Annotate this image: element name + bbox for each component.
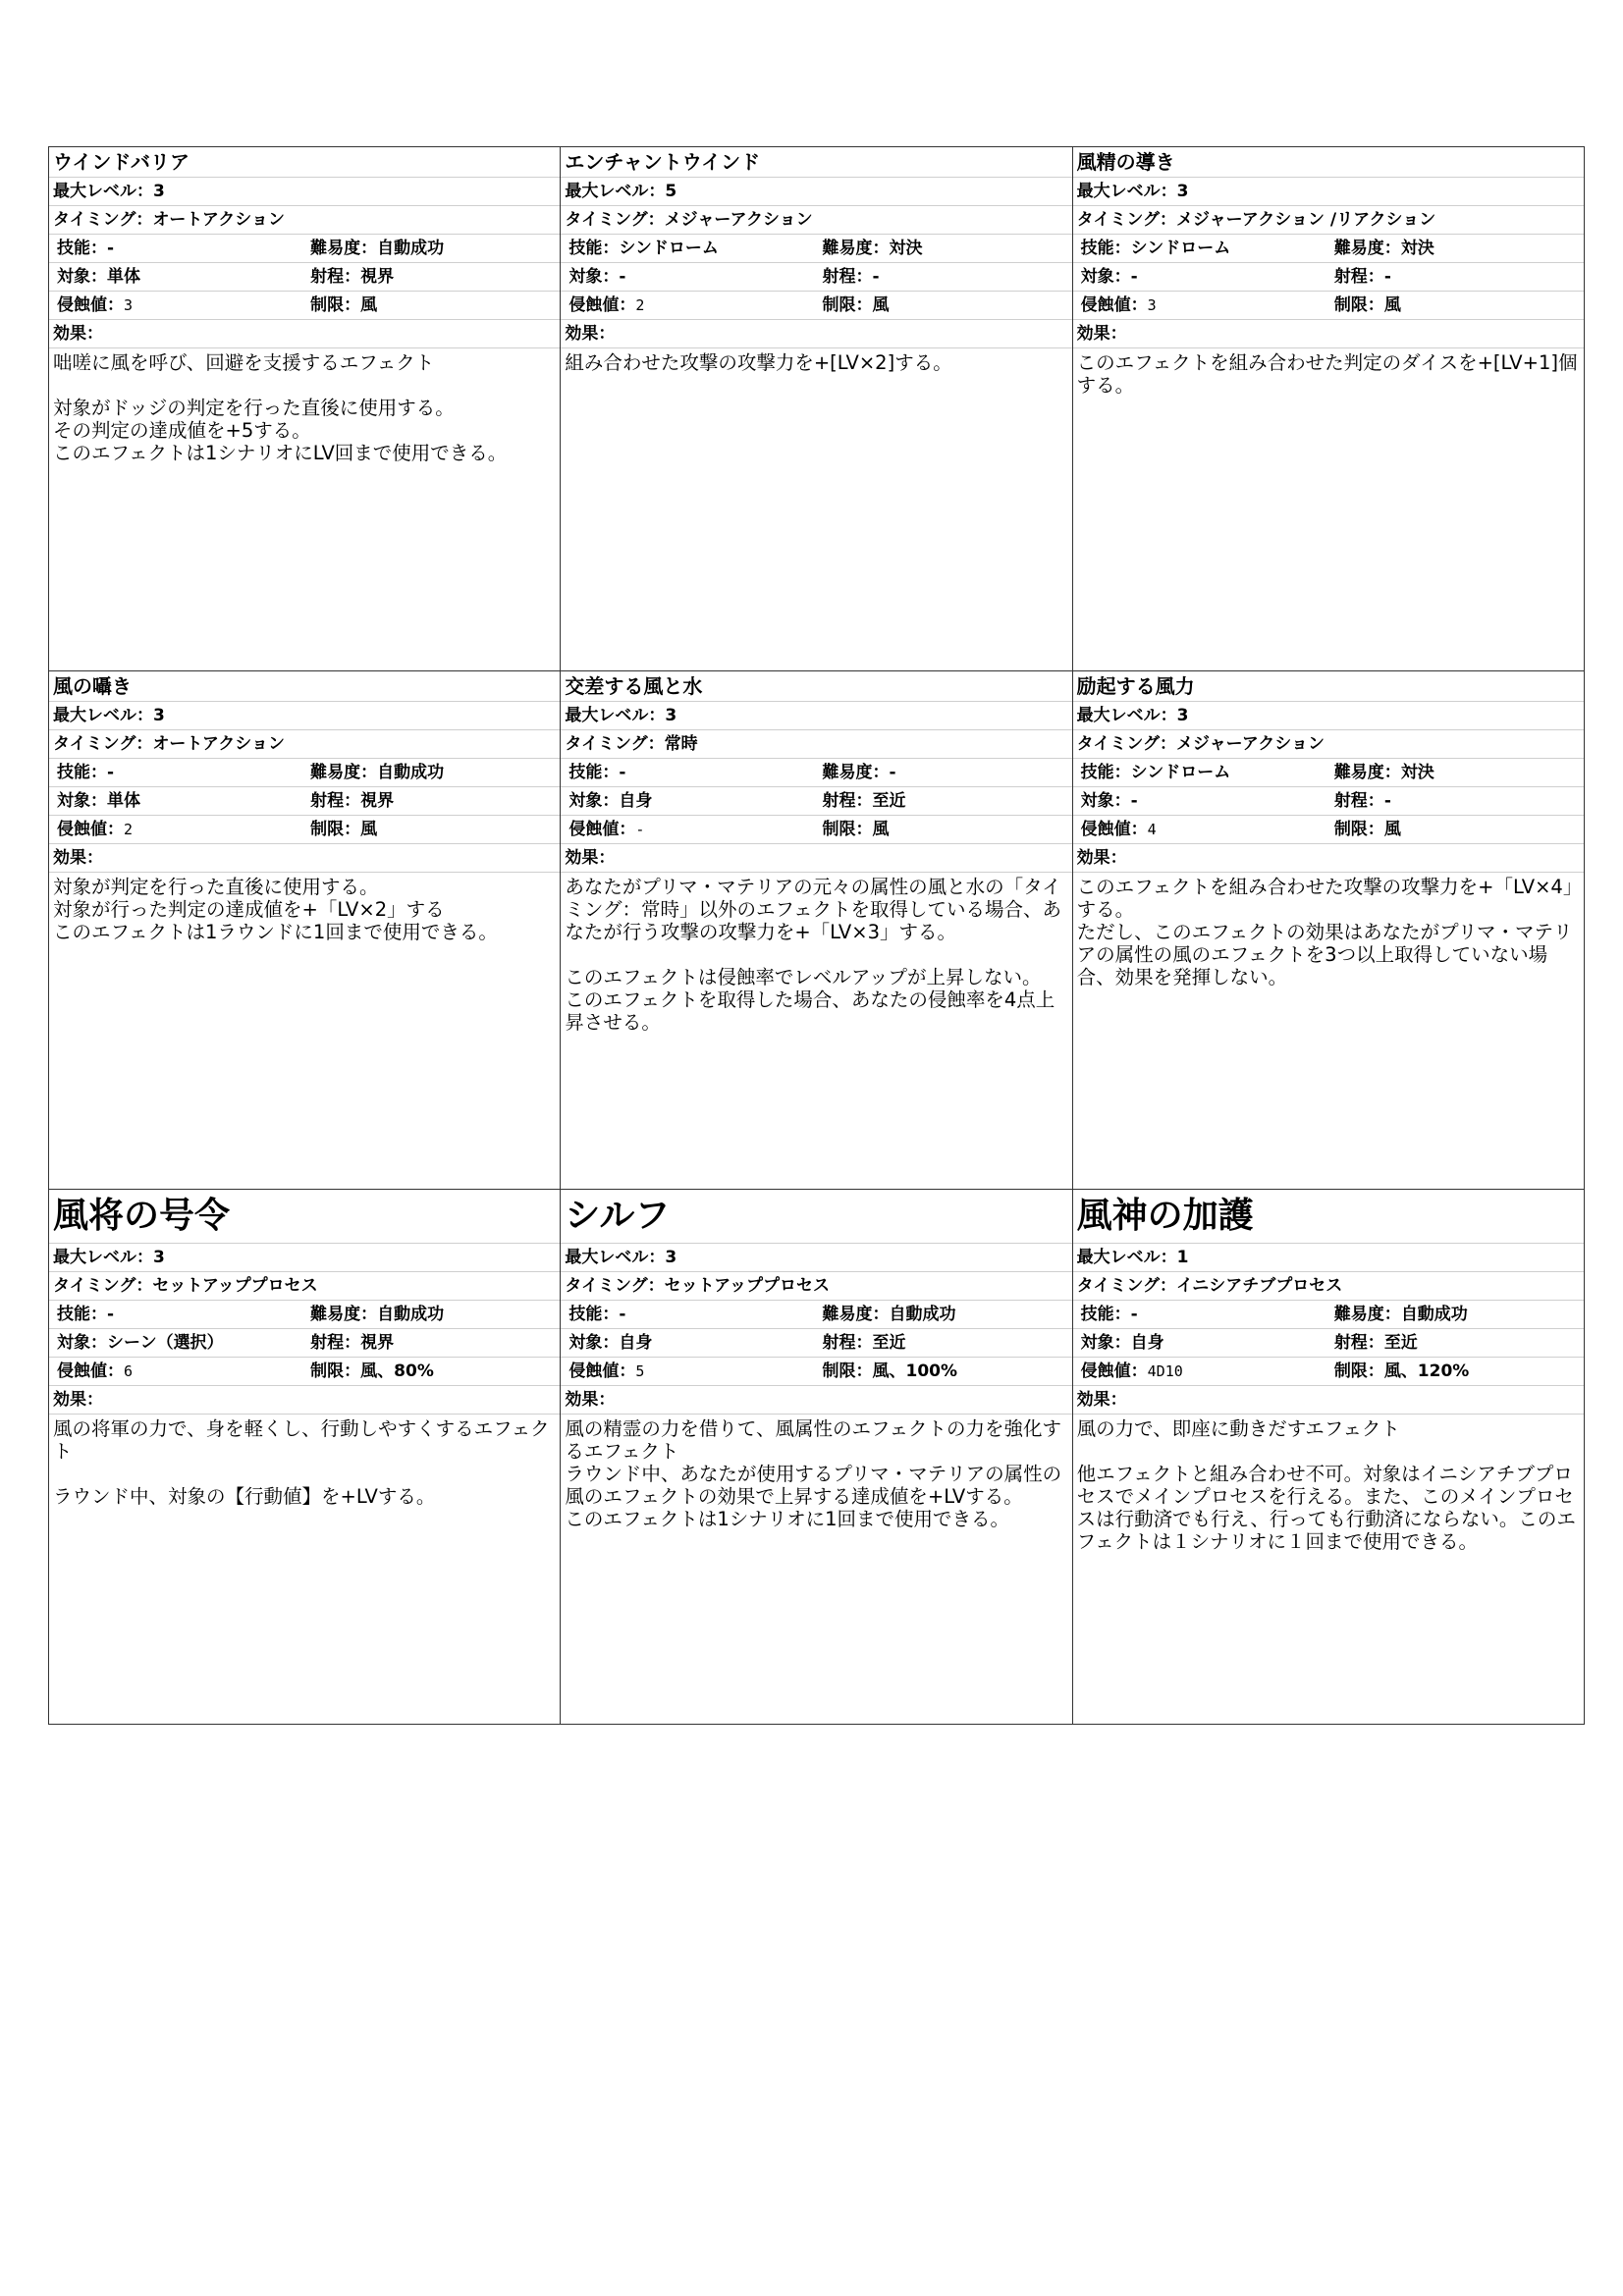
skill-row: [1073, 1301, 1584, 1329]
range-label: 射程：: [310, 1333, 361, 1353]
effect-label: 効果：: [53, 324, 103, 344]
difficulty-label: 難易度：: [1333, 239, 1401, 258]
skill-value: -: [619, 1305, 626, 1324]
target-row: [1073, 263, 1584, 292]
erosion-row: [561, 816, 1071, 844]
effect-description: あなたがプリマ・マテリアの元々の属性の風と水の「タイミング：常時」以外のエフェクトを取得している場合、あなたが行う攻撃の攻撃力を+「LV×3」する。 このエフェクトは侵蝕率でレベルアップが上昇しない。 このエフェクトを取得した場合、あなたの侵蝕率を4点上昇させる。: [565, 876, 1061, 1034]
target-value: -: [1130, 267, 1138, 287]
effect-name: ウインドバリア: [49, 147, 560, 178]
target-row: [49, 1329, 560, 1358]
target-row: [1073, 1329, 1584, 1358]
limit-value: 風: [360, 820, 378, 839]
difficulty-label: 難易度：: [1333, 1305, 1401, 1324]
effect-card: [1073, 1190, 1585, 1725]
target-value: 自身: [619, 1333, 653, 1353]
max-level-label: 最大レベル：: [53, 706, 153, 725]
timing-label: タイミング：: [565, 1276, 665, 1296]
erosion-row: [1073, 816, 1584, 844]
limit-value: 風: [872, 820, 890, 839]
range-value: 至近: [1383, 1333, 1418, 1353]
effect-label-row: [561, 844, 1071, 873]
erosion-label: 侵蝕値：: [1080, 820, 1148, 839]
effect-label: 効果：: [1076, 324, 1127, 344]
effect-card: [561, 671, 1072, 1190]
erosion-label: 侵蝕値：: [1080, 1362, 1148, 1381]
limit-label: 制限：: [310, 1362, 361, 1381]
erosion-label: 侵蝕値：: [57, 1362, 124, 1381]
difficulty-label: 難易度：: [822, 239, 890, 258]
erosion-label: 侵蝕値：: [568, 820, 636, 839]
timing-row: [561, 206, 1071, 235]
target-label: 対象：: [1080, 791, 1131, 811]
skill-row: [561, 759, 1071, 787]
erosion-row: [49, 1358, 560, 1386]
erosion-row: [49, 292, 560, 320]
effect-label: 効果：: [53, 1390, 103, 1410]
effect-label: 効果：: [53, 848, 103, 868]
skill-label: 技能：: [568, 763, 620, 782]
timing-value: セットアッププロセス: [152, 1276, 318, 1296]
timing-row: [1073, 1272, 1584, 1301]
effect-label-row: [1073, 320, 1584, 348]
max-level-row: [49, 702, 560, 730]
effect-card: [561, 147, 1072, 671]
limit-label: 制限：: [1333, 820, 1384, 839]
limit-value: 風: [872, 295, 890, 315]
effect-name: 風神の加護: [1073, 1190, 1584, 1244]
effect-card: [49, 671, 561, 1190]
effect-label-row: [1073, 844, 1584, 873]
max-level-value: 1: [1176, 1248, 1189, 1267]
timing-row: [561, 1272, 1071, 1301]
target-value: 自身: [619, 791, 653, 811]
limit-label: 制限：: [1333, 295, 1384, 315]
erosion-value: 3: [1147, 296, 1157, 314]
range-value: 視界: [360, 1333, 395, 1353]
max-level-value: 3: [153, 706, 165, 725]
limit-label: 制限：: [1333, 1362, 1384, 1381]
max-level-value: 3: [153, 182, 165, 201]
skill-row: [49, 235, 560, 263]
skill-row: [49, 1301, 560, 1329]
erosion-label: 侵蝕値：: [568, 295, 636, 315]
target-label: 対象：: [1080, 267, 1131, 287]
limit-label: 制限：: [822, 820, 873, 839]
target-row: [49, 787, 560, 816]
limit-value: 風: [360, 295, 378, 315]
effect-description: 咄嗟に風を呼び、回避を支援するエフェクト 対象がドッジの判定を行った直後に使用する。 その判定の達成値を+5する。 このエフェクトは1シナリオにLV回まで使用できる。: [53, 351, 508, 464]
difficulty-value: -: [889, 763, 896, 782]
max-level-label: 最大レベル：: [1076, 182, 1177, 201]
skill-row: [561, 235, 1071, 263]
skill-value: シンドローム: [619, 239, 719, 258]
effect-description: 対象が判定を行った直後に使用する。 対象が行った判定の達成値を+「LV×2」する このエフェクトは1ラウンドに1回まで使用できる。: [53, 876, 498, 943]
effect-card: [561, 1190, 1072, 1725]
max-level-value: 5: [665, 182, 677, 201]
target-label: 対象：: [568, 1333, 620, 1353]
max-level-row: [49, 1244, 560, 1272]
skill-label: 技能：: [57, 763, 107, 782]
timing-value: メジャーアクション: [1175, 734, 1325, 754]
range-value: 至近: [872, 1333, 906, 1353]
effect-name: 風精の導き: [1073, 147, 1584, 178]
effect-label-row: [49, 1386, 560, 1415]
erosion-value: -: [635, 821, 645, 838]
effect-name: 交差する風と水: [561, 671, 1071, 702]
range-label: 射程：: [1333, 1333, 1384, 1353]
max-level-value: 3: [1176, 182, 1189, 201]
limit-label: 制限：: [310, 295, 361, 315]
range-value: 視界: [360, 791, 395, 811]
erosion-label: 侵蝕値：: [57, 820, 124, 839]
timing-label: タイミング：: [53, 734, 153, 754]
effect-card: [49, 1190, 561, 1725]
difficulty-value: 自動成功: [377, 763, 445, 782]
difficulty-label: 難易度：: [1333, 763, 1401, 782]
difficulty-label: 難易度：: [310, 239, 378, 258]
erosion-row: [561, 292, 1071, 320]
skill-label: 技能：: [568, 1305, 620, 1324]
range-label: 射程：: [310, 791, 361, 811]
max-level-label: 最大レベル：: [53, 182, 153, 201]
erosion-value: 3: [124, 296, 134, 314]
effect-label: 効果：: [1076, 1390, 1127, 1410]
range-value: 至近: [872, 791, 906, 811]
skill-label: 技能：: [568, 239, 620, 258]
effect-label: 効果：: [565, 324, 616, 344]
target-value: -: [619, 267, 626, 287]
limit-value: 風: [1383, 295, 1401, 315]
effect-label-row: [1073, 1386, 1584, 1415]
limit-value: 風、80%: [360, 1362, 434, 1381]
erosion-value: 5: [635, 1362, 645, 1380]
effect-card: [49, 147, 561, 671]
target-label: 対象：: [568, 791, 620, 811]
effect-description: 風の精霊の力を借りて、風属性のエフェクトの力を強化するエフェクト ラウンド中、あなたが使用するプリマ・マテリアの属性の風のエフェクトの効果で上昇する達成値を+LVする。 このエフェクトは1シナリオに1回まで使用できる。: [565, 1417, 1062, 1530]
target-label: 対象：: [1080, 1333, 1131, 1353]
max-level-row: [561, 702, 1071, 730]
effect-label-row: [49, 320, 560, 348]
timing-value: セットアッププロセス: [664, 1276, 830, 1296]
target-label: 対象：: [57, 267, 107, 287]
difficulty-value: 対決: [1400, 239, 1434, 258]
difficulty-value: 対決: [889, 239, 923, 258]
timing-label: タイミング：: [53, 1276, 153, 1296]
limit-label: 制限：: [310, 820, 361, 839]
timing-value: オートアクション: [152, 734, 285, 754]
skill-value: -: [1130, 1305, 1138, 1324]
timing-label: タイミング：: [1076, 1276, 1176, 1296]
timing-value: イニシアチブプロセス: [1175, 1276, 1343, 1296]
difficulty-value: 自動成功: [889, 1305, 956, 1324]
effect-description: 風の将軍の力で、身を軽くし、行動しやすくするエフェクト ラウンド中、対象の【行動値】を+LVする。: [53, 1417, 550, 1508]
range-value: 視界: [360, 267, 395, 287]
effect-name: 風将の号令: [49, 1190, 560, 1244]
target-label: 対象：: [57, 791, 107, 811]
effect-description: このエフェクトを組み合わせた攻撃の攻撃力を+「LV×4」する。 ただし、このエフェクトの効果はあなたがプリマ・マテリアの属性の風のエフェクトを3つ以上取得していない場合、効果を発揮しない。: [1076, 876, 1573, 988]
skill-label: 技能：: [57, 1305, 107, 1324]
target-row: [561, 787, 1071, 816]
erosion-row: [1073, 1358, 1584, 1386]
range-label: 射程：: [822, 791, 873, 811]
range-value: -: [1383, 267, 1391, 287]
skill-row: [49, 759, 560, 787]
range-label: 射程：: [1333, 267, 1384, 287]
target-row: [561, 1329, 1071, 1358]
erosion-value: 4D10: [1147, 1362, 1183, 1380]
skill-value: -: [619, 763, 626, 782]
effect-label-row: [561, 320, 1071, 348]
effect-label: 効果：: [565, 848, 616, 868]
max-level-label: 最大レベル：: [565, 1248, 666, 1267]
limit-value: 風: [1383, 820, 1401, 839]
skill-value: シンドローム: [1130, 763, 1231, 782]
max-level-row: [1073, 178, 1584, 206]
effect-label-row: [49, 844, 560, 873]
target-row: [561, 263, 1071, 292]
erosion-label: 侵蝕値：: [568, 1362, 636, 1381]
skill-row: [1073, 235, 1584, 263]
range-label: 射程：: [822, 267, 873, 287]
timing-row: [49, 206, 560, 235]
difficulty-value: 対決: [1400, 763, 1434, 782]
card-row-1: [49, 147, 1585, 671]
max-level-value: 3: [665, 706, 677, 725]
skill-row: [1073, 759, 1584, 787]
timing-row: [561, 730, 1071, 759]
skill-label: 技能：: [1080, 1305, 1131, 1324]
target-row: [1073, 787, 1584, 816]
skill-label: 技能：: [1080, 763, 1131, 782]
timing-label: タイミング：: [53, 210, 153, 230]
max-level-value: 3: [665, 1248, 677, 1267]
range-value: -: [1383, 791, 1391, 811]
erosion-label: 侵蝕値：: [57, 295, 124, 315]
effect-label-row: [561, 1386, 1071, 1415]
target-label: 対象：: [57, 1333, 107, 1353]
effect-label: 効果：: [1076, 848, 1127, 868]
skill-row: [561, 1301, 1071, 1329]
max-level-label: 最大レベル：: [1076, 706, 1177, 725]
difficulty-label: 難易度：: [822, 763, 890, 782]
range-value: -: [872, 267, 880, 287]
effect-description: 組み合わせた攻撃の攻撃力を+[LV×2]する。: [565, 351, 952, 374]
effect-name: エンチャントウインド: [561, 147, 1071, 178]
target-value: シーン（選択）: [107, 1333, 224, 1353]
range-label: 射程：: [1333, 791, 1384, 811]
card-row-2: [49, 671, 1585, 1190]
max-level-row: [561, 1244, 1071, 1272]
timing-row: [1073, 206, 1584, 235]
erosion-row: [561, 1358, 1071, 1386]
difficulty-value: 自動成功: [1400, 1305, 1468, 1324]
timing-label: タイミング：: [1076, 210, 1176, 230]
limit-value: 風、100%: [872, 1362, 958, 1381]
timing-value: 常時: [664, 734, 698, 754]
erosion-value: 4: [1147, 821, 1157, 838]
difficulty-label: 難易度：: [310, 1305, 378, 1324]
timing-value: メジャーアクション: [664, 210, 813, 230]
range-label: 射程：: [822, 1333, 873, 1353]
erosion-row: [49, 816, 560, 844]
target-value: 単体: [107, 791, 140, 811]
target-label: 対象：: [568, 267, 620, 287]
effect-name: シルフ: [561, 1190, 1071, 1244]
erosion-value: 2: [124, 821, 134, 838]
erosion-value: 6: [124, 1362, 134, 1380]
erosion-value: 2: [635, 296, 645, 314]
range-label: 射程：: [310, 267, 361, 287]
max-level-label: 最大レベル：: [1076, 1248, 1177, 1267]
timing-row: [1073, 730, 1584, 759]
timing-label: タイミング：: [565, 210, 665, 230]
timing-row: [49, 1272, 560, 1301]
skill-label: 技能：: [57, 239, 107, 258]
timing-label: タイミング：: [565, 734, 665, 754]
skill-value: -: [107, 763, 115, 782]
effect-card: [1073, 671, 1585, 1190]
skill-value: シンドローム: [1130, 239, 1231, 258]
max-level-value: 3: [153, 1248, 165, 1267]
timing-row: [49, 730, 560, 759]
difficulty-label: 難易度：: [310, 763, 378, 782]
max-level-label: 最大レベル：: [565, 706, 666, 725]
max-level-row: [1073, 1244, 1584, 1272]
erosion-label: 侵蝕値：: [1080, 295, 1148, 315]
max-level-row: [49, 178, 560, 206]
max-level-row: [1073, 702, 1584, 730]
erosion-row: [1073, 292, 1584, 320]
effect-name: 励起する風力: [1073, 671, 1584, 702]
target-value: 自身: [1130, 1333, 1164, 1353]
target-value: 単体: [107, 267, 140, 287]
limit-label: 制限：: [822, 1362, 873, 1381]
effect-name: 風の囁き: [49, 671, 560, 702]
skill-label: 技能：: [1080, 239, 1131, 258]
difficulty-value: 自動成功: [377, 239, 445, 258]
effect-card: [1073, 147, 1585, 671]
target-value: -: [1130, 791, 1138, 811]
timing-label: タイミング：: [1076, 734, 1176, 754]
target-row: [49, 263, 560, 292]
limit-label: 制限：: [822, 295, 873, 315]
difficulty-value: 自動成功: [377, 1305, 445, 1324]
effect-sheet: [48, 146, 1585, 1725]
timing-value: メジャーアクション /リアクション: [1175, 210, 1436, 230]
skill-value: -: [107, 239, 115, 258]
max-level-label: 最大レベル：: [53, 1248, 153, 1267]
limit-value: 風、120%: [1383, 1362, 1470, 1381]
effect-label: 効果：: [565, 1390, 616, 1410]
max-level-row: [561, 178, 1071, 206]
card-row-3: [49, 1190, 1585, 1725]
effect-description: 風の力で、即座に動きだすエフェクト 他エフェクトと組み合わせ不可。対象はイニシアチブプロセスでメインプロセスを行える。また、このメインプロセスは行動済でも行え、行っても行動済にならない。このエフェクトは１シナリオに１回まで使用できる。: [1076, 1417, 1576, 1553]
skill-value: -: [107, 1305, 115, 1324]
max-level-label: 最大レベル：: [565, 182, 666, 201]
effect-description: このエフェクトを組み合わせた判定のダイスを+[LV+1]個する。: [1076, 351, 1578, 397]
max-level-value: 3: [1176, 706, 1189, 725]
timing-value: オートアクション: [152, 210, 285, 230]
difficulty-label: 難易度：: [822, 1305, 890, 1324]
